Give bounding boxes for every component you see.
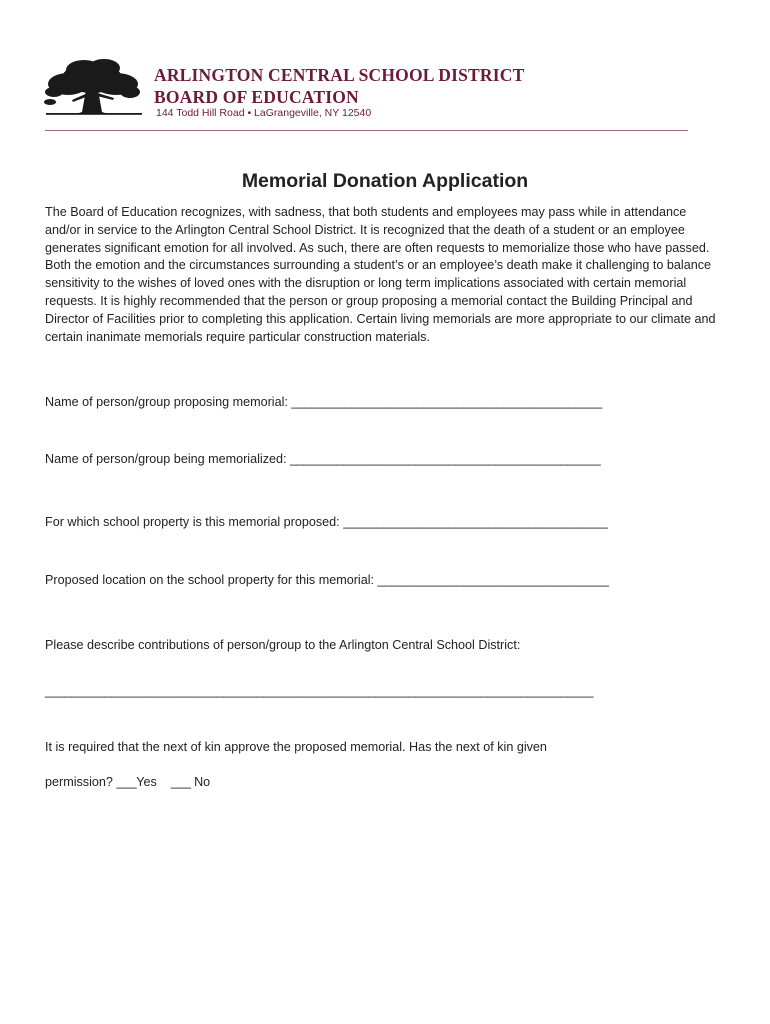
form-title: Memorial Donation Application <box>241 170 529 192</box>
proposer-field <box>45 395 602 409</box>
letterhead <box>0 0 770 140</box>
header-divider <box>45 130 688 131</box>
intro-paragraph: The Board of Education recognizes, with sadness, that both students and employees may pass while in attendance and/or in service to the Arlington Central School District. It is recognized that the death of a student or an employee generates significant emotion for all involved. As such, there are often requests to memorialize those who have passed. Both the emotion and the circumstances surrounding a student’s or an employee’s death make it challenging to balance sensitivity to the wishes of loved ones with the disruption or long term implications associated with certain memorial requests. It is highly recommended that the person or group proposing a memorial contact the Building Principal and Director of Facilities prior to completing this application. Certain living memorials are more appropriate to our climate and certain inanimate memorials require particular construction materials. <box>45 205 716 344</box>
board-name: BOARD OF EDUCATION <box>154 87 359 107</box>
no-label: No <box>194 775 211 789</box>
kin-question: It is required that the next of kin approve the proposed memorial. Has the next of kin given <box>45 740 547 754</box>
location-field <box>45 573 609 587</box>
district-address: 144 Todd Hill Road • LaGrangeville, NY 12540 <box>156 107 372 119</box>
tree-icon <box>42 56 142 118</box>
property-field <box>45 515 607 529</box>
yes-blank[interactable]: ___ <box>116 775 137 789</box>
location-blank[interactable]: ___________________________________ <box>377 573 609 587</box>
permission-label: permission? <box>45 775 113 789</box>
no-blank[interactable]: ___ <box>170 775 191 789</box>
location-label: Proposed location on the school property for this memorial: <box>45 573 375 587</box>
property-blank[interactable]: ________________________________________ <box>343 515 608 529</box>
memorialized-field <box>45 452 600 466</box>
district-name: ARLINGTON CENTRAL SCHOOL DISTRICT <box>154 65 525 85</box>
property-label: For which school property is this memorial proposed: <box>45 515 340 529</box>
yes-label: Yes <box>136 775 157 789</box>
proposer-blank[interactable]: _______________________________________________ <box>291 395 602 409</box>
contributions-label: Please describe contributions of person/group to the Arlington Central School District: <box>45 638 521 652</box>
proposer-label: Name of person/group proposing memorial: <box>45 395 288 409</box>
memorialized-label: Name of person/group being memorialized: <box>45 452 287 466</box>
kin-permission-row <box>45 775 210 789</box>
contributions-blank[interactable]: ___________________________________________________________________________________ <box>45 684 594 698</box>
memorialized-blank[interactable]: _______________________________________________ <box>290 452 601 466</box>
